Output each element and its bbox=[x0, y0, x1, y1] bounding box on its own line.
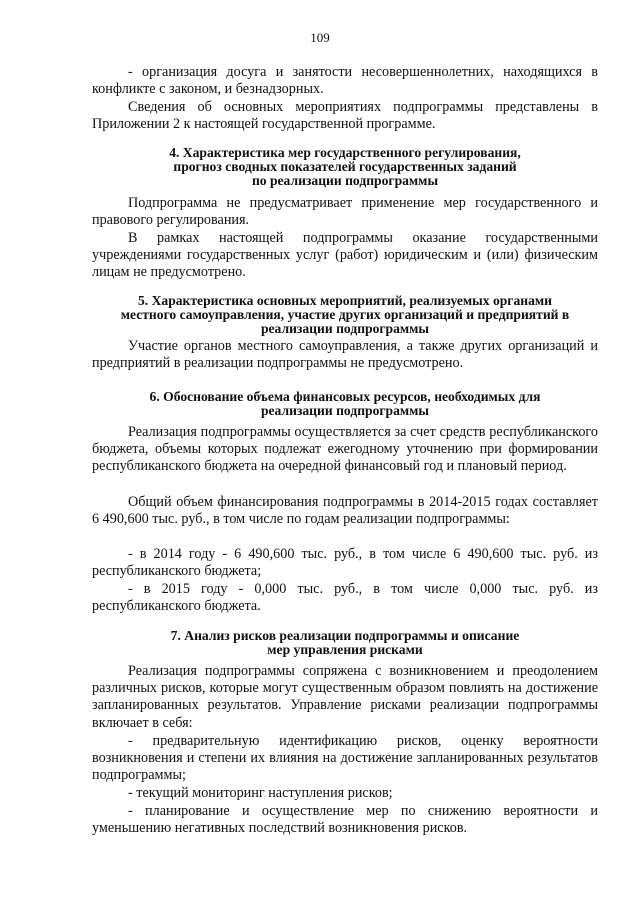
paragraph: - в 2015 году - 0,000 тыс. руб., в том числе 0,000 тыс. руб. из республиканского бюджета. bbox=[92, 581, 598, 615]
heading-line: местного самоуправления, участие других организаций и предприятий в bbox=[120, 307, 570, 322]
paragraph: В рамках настоящей подпрограммы оказание государственными учреждениями государственных услуг (работ) юридическим и (или) физическим лицам не предусмотрено. bbox=[92, 230, 598, 281]
heading-line: прогноз сводных показателей государственных заданий bbox=[173, 159, 517, 174]
paragraph: - организация досуга и занятости несовершеннолетних, находящихся в конфликте с законом, и безнадзорных. bbox=[92, 64, 598, 98]
heading-line: реализации подпрограммы bbox=[260, 321, 430, 336]
paragraph: Реализация подпрограммы сопряжена с возникновением и преодолением различных рисков, которые могут существенным образом повлиять на достижение запланированных результатов. Управление рисками реализации подпрограммы включает в себя: bbox=[92, 663, 598, 731]
paragraph: - текущий мониторинг наступления рисков; bbox=[128, 785, 393, 801]
section-heading-6 bbox=[92, 390, 598, 418]
paragraph: Общий объем финансирования подпрограммы в 2014-2015 годах составляет 6 490,600 тыс. руб., в том числе по годам реализации подпрограммы: bbox=[92, 494, 598, 528]
heading-line: по реализации подпрограммы bbox=[251, 173, 439, 188]
heading-line: реализации подпрограммы bbox=[260, 403, 430, 418]
paragraph: - в 2014 году - 6 490,600 тыс. руб., в том числе 6 490,600 тыс. руб. из республиканского бюджета; bbox=[92, 546, 598, 580]
section-heading-4 bbox=[92, 146, 598, 188]
section-heading-5 bbox=[92, 294, 598, 336]
heading-line: 7. Анализ рисков реализации подпрограммы и описание bbox=[170, 628, 520, 643]
paragraph: Сведения об основных мероприятиях подпрограммы представлены в Приложении 2 к настоящей государственной программе. bbox=[92, 99, 598, 133]
paragraph: Реализация подпрограммы осуществляется за счет средств республиканского бюджета, объемы которых подлежат ежегодному уточнению при формировании республиканского бюджета на очередной финансовый год и плановый период. bbox=[92, 424, 598, 475]
section-heading-7 bbox=[92, 629, 598, 657]
paragraph: Подпрограмма не предусматривает применение мер государственного и правового регулирования. bbox=[92, 195, 598, 229]
heading-line: мер управления рисками bbox=[267, 642, 423, 657]
paragraph: Участие органов местного самоуправления, а также других организаций и предприятий в реализации подпрограммы не предусмотрено. bbox=[92, 338, 598, 372]
heading-line: 5. Характеристика основных мероприятий, реализуемых органами bbox=[137, 293, 552, 308]
heading-line: 6. Обоснование объема финансовых ресурсов, необходимых для bbox=[149, 389, 541, 404]
paragraph: - планирование и осуществление мер по снижению вероятности и уменьшению негативных последствий возникновения рисков. bbox=[92, 803, 598, 837]
paragraph: - предварительную идентификацию рисков, оценку вероятности возникновения и степени их влияния на достижение запланированных результатов подпрограммы; bbox=[92, 733, 598, 784]
page-number: 109 bbox=[310, 30, 330, 45]
heading-line: 4. Характеристика мер государственного регулирования, bbox=[169, 145, 521, 160]
